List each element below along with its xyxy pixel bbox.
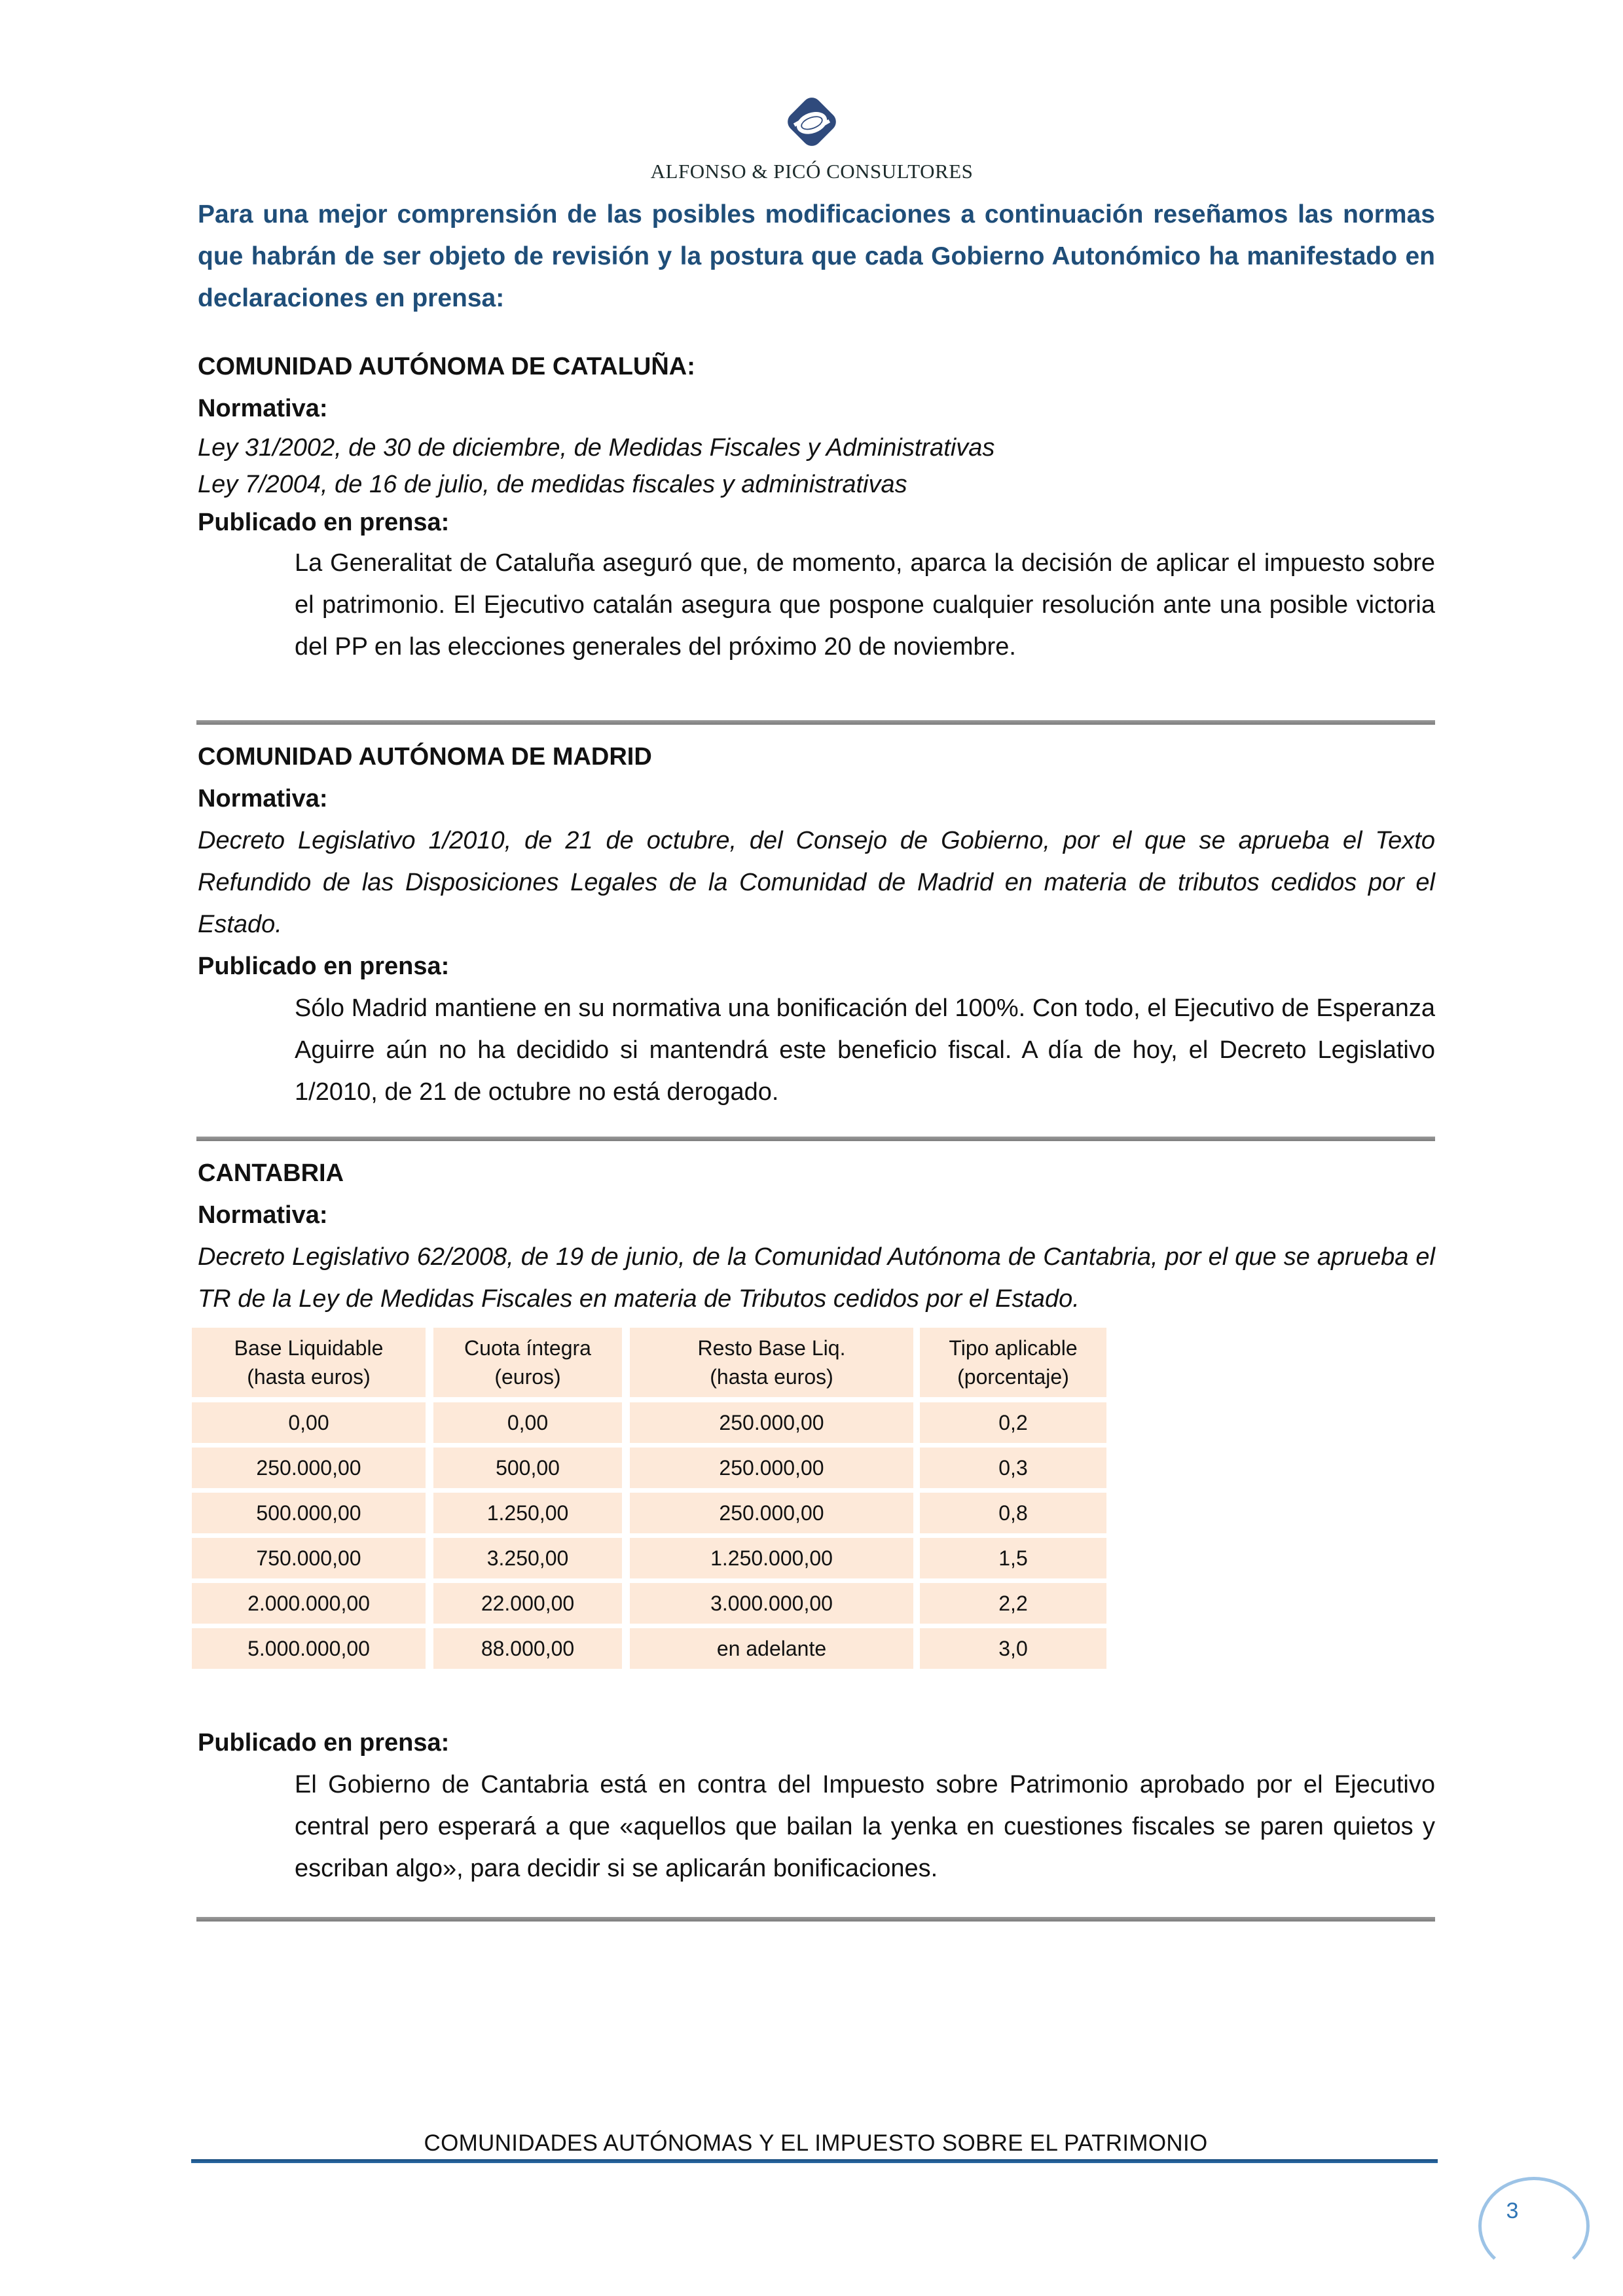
table-header-cell: Cuota íntegra (euros)	[433, 1328, 622, 1397]
section-divider	[196, 1137, 1435, 1141]
table-cell: 0,8	[920, 1493, 1106, 1533]
table-cell: 250.000,00	[630, 1448, 913, 1488]
normativa-label: Normativa:	[198, 785, 328, 812]
table-cell: 500,00	[433, 1448, 622, 1488]
section-title: COMUNIDAD AUTÓNOMA DE CATALUÑA:	[198, 353, 695, 380]
logo-mark-icon	[782, 92, 842, 152]
press-paragraph: Sólo Madrid mantiene en su normativa una bonificación del 100%. Con todo, el Ejecutivo de Esperanza Aguirre aún no ha decidido si mantendrá este beneficio fiscal. A día de hoy, el Decreto Legislativo 1/2010, de 21 de octubre no está derogado.	[295, 994, 1435, 1106]
table-header-cell: Base Liquidable (hasta euros)	[192, 1328, 426, 1397]
section-divider	[196, 720, 1435, 725]
normativa-item: Ley 31/2002, de 30 de diciembre, de Medidas Fiscales y Administrativas	[198, 434, 995, 462]
table-cell: 2.000.000,00	[192, 1583, 426, 1624]
table-cell: 2,2	[920, 1583, 1106, 1624]
table-cell: 1.250.000,00	[630, 1538, 913, 1578]
table-cell: 250.000,00	[630, 1493, 913, 1533]
normativa-label: Normativa:	[198, 1201, 328, 1229]
table-cell: 22.000,00	[433, 1583, 622, 1624]
table-cell: 88.000,00	[433, 1628, 622, 1669]
press-label: Publicado en prensa:	[198, 953, 450, 980]
normativa-item: Ley 7/2004, de 16 de julio, de medidas fiscales y administrativas	[198, 471, 907, 498]
logo-text: ALFONSO & PICÓ CONSULTORES	[650, 160, 974, 183]
table-cell: 250.000,00	[630, 1402, 913, 1443]
press-label: Publicado en prensa:	[198, 1729, 450, 1757]
table-cell: 0,3	[920, 1448, 1106, 1488]
table-cell: 250.000,00	[192, 1448, 426, 1488]
table-header-cell: Tipo aplicable (porcentaje)	[920, 1328, 1106, 1397]
table-cell: 1.250,00	[433, 1493, 622, 1533]
press-paragraph: El Gobierno de Cantabria está en contra del Impuesto sobre Patrimonio aprobado por el Ejecutivo central pero esperará a que «aquellos que bailan la yenka en cuestiones fiscales se paren quietos y escriban algo», para decidir si se aplicarán bonificaciones.	[295, 1771, 1435, 1882]
table-header-cell: Resto Base Liq. (hasta euros)	[630, 1328, 913, 1397]
section-cantabria-press	[198, 1722, 1435, 1889]
table-cell: 3.000.000,00	[630, 1583, 913, 1624]
footer-title: COMUNIDADES AUTÓNOMAS Y EL IMPUESTO SOBRE EL PATRIMONIO	[424, 2130, 1208, 2156]
section-madrid	[198, 736, 1435, 1113]
section-cantabria	[198, 1152, 1435, 1320]
table-cell: 1,5	[920, 1538, 1106, 1578]
normativa-item: Decreto Legislativo 1/2010, de 21 de octubre, del Consejo de Gobierno, por el que se aprueba el Texto Refundido de las Disposiciones Legales de la Comunidad de Madrid en materia de tributos cedidos por el Estado.	[198, 827, 1435, 938]
table-cell: 0,00	[433, 1402, 622, 1443]
press-label: Publicado en prensa:	[198, 509, 450, 536]
section-cataluna	[198, 346, 1435, 668]
company-logo	[648, 92, 976, 190]
table-cell: 750.000,00	[192, 1538, 426, 1578]
section-divider	[196, 1917, 1435, 1922]
table-cell: 3,0	[920, 1628, 1106, 1669]
table-cell: 3.250,00	[433, 1538, 622, 1578]
normativa-item: Decreto Legislativo 62/2008, de 19 de junio, de la Comunidad Autónoma de Cantabria, por el que se aprueba el TR de la Ley de Medidas Fiscales en materia de Tributos cedidos por el Estado.	[198, 1243, 1435, 1313]
table-cell: 0,00	[192, 1402, 426, 1443]
page-number: 3	[1506, 2198, 1519, 2223]
page-number-circle-icon	[1478, 2177, 1590, 2275]
section-title: COMUNIDAD AUTÓNOMA DE MADRID	[198, 743, 652, 771]
table-cell: en adelante	[630, 1628, 913, 1669]
press-paragraph: La Generalitat de Cataluña aseguró que, de momento, aparca la decisión de aplicar el impuesto sobre el patrimonio. El Ejecutivo catalán asegura que pospone cualquier resolución ante una posible victoria del PP en las elecciones generales del próximo 20 de noviembre.	[295, 549, 1435, 661]
section-title: CANTABRIA	[198, 1159, 344, 1187]
normativa-label: Normativa:	[198, 395, 328, 422]
table-cell: 5.000.000,00	[192, 1628, 426, 1669]
footer-rule	[191, 2159, 1438, 2163]
intro-paragraph: Para una mejor comprensión de las posibles modificaciones a continuación reseñamos las normas que habrán de ser objeto de revisión y la postura que cada Gobierno Autonómico ha manifestado en declaraciones en prensa:	[198, 200, 1435, 312]
table-cell: 500.000,00	[192, 1493, 426, 1533]
table-cell: 0,2	[920, 1402, 1106, 1443]
